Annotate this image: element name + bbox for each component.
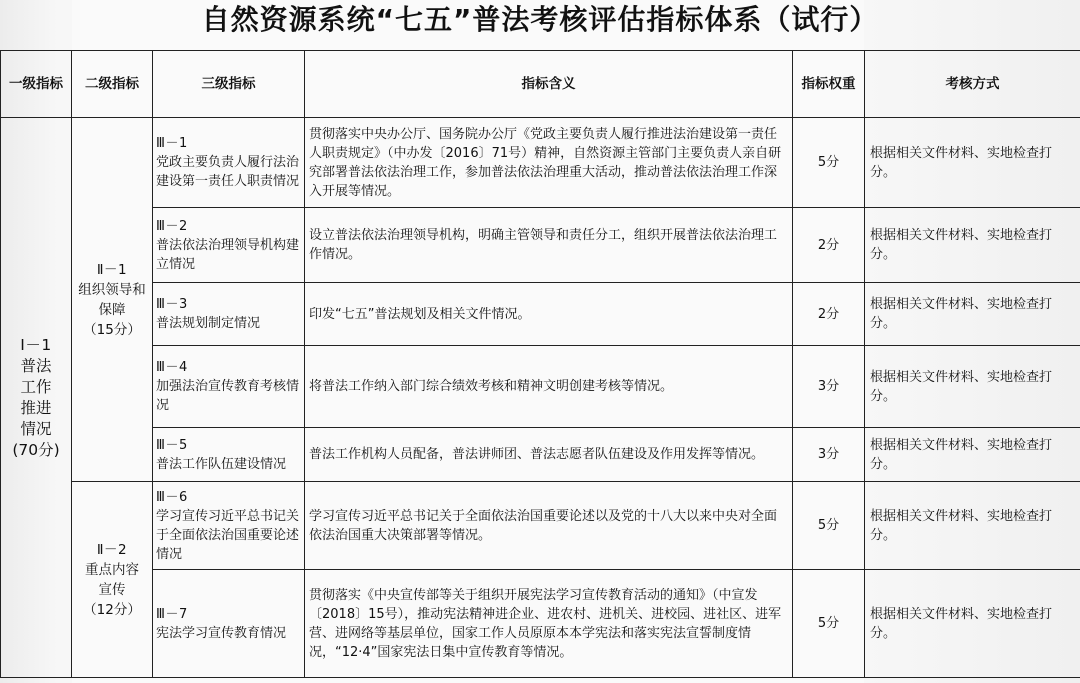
level3-cell xyxy=(153,283,305,346)
weight-cell: 2分 xyxy=(793,283,865,346)
level1-name-line1: 普法 xyxy=(20,356,52,375)
level2-score: （12分） xyxy=(83,601,141,618)
level3-code: Ⅲ－5 xyxy=(156,437,188,453)
level3-cell xyxy=(153,482,305,570)
level3-name: 普法规划制定情况 xyxy=(156,316,261,331)
level3-name: 宪法学习宣传教育情况 xyxy=(156,625,287,641)
weight-cell: 3分 xyxy=(793,428,865,482)
level2-cell-1 xyxy=(72,118,153,482)
level2-name-line2: 宣传 xyxy=(98,581,126,598)
meaning-cell: 学习宣传习近平总书记关于全面依法治国重要论述以及党的十八大以来中央对全面依法治国重大决策部署等情况。 xyxy=(305,482,793,570)
header-level1: 一级指标 xyxy=(1,51,72,118)
header-level3: 三级指标 xyxy=(153,51,305,118)
meaning-cell: 将普法工作纳入部门综合绩效考核和精神文明创建考核等情况。 xyxy=(305,346,793,428)
level3-cell xyxy=(153,428,305,482)
weight-cell: 5分 xyxy=(793,118,865,208)
meaning-cell: 印发“七五”普法规划及相关文件情况。 xyxy=(305,283,793,346)
document-title: 自然资源系统“七五”普法考核评估指标体系（试行） xyxy=(201,3,879,36)
level2-code: Ⅱ－1 xyxy=(96,261,128,278)
meaning-cell: 设立普法依法治理领导机构，明确主管领导和责任分工，组织开展普法依法治理工作情况。 xyxy=(305,208,793,283)
level3-code: Ⅲ－2 xyxy=(156,218,188,234)
weight-cell: 3分 xyxy=(793,346,865,428)
level3-code: Ⅲ－6 xyxy=(156,489,188,505)
level3-cell xyxy=(153,570,305,678)
method-cell: 根据相关文件材料、实地检查打分。 xyxy=(865,118,1080,208)
level1-score: (70分) xyxy=(12,440,60,459)
table-row xyxy=(1,346,1080,428)
level3-name: 普法工作队伍建设情况 xyxy=(156,456,287,472)
level3-code: Ⅲ－1 xyxy=(156,136,188,151)
weight-cell: 5分 xyxy=(793,570,865,678)
level2-cell-2 xyxy=(72,482,153,678)
meaning-cell: 贯彻落实中央办公厅、国务院办公厅《党政主要负责人履行推进法治建设第一责任人职责规定》（中办发〔2016〕71号）精神，自然资源主管部门主要负责人亲自研究部署普法依法治理工作，参加普法依法治理重大活动，推动普法依法治理工作深入开展等情况。 xyxy=(305,118,793,208)
header-method: 考核方式 xyxy=(865,51,1080,118)
level3-code: Ⅲ－7 xyxy=(156,606,188,622)
method-cell: 根据相关文件材料、实地检查打分。 xyxy=(865,346,1080,428)
method-cell: 根据相关文件材料、实地检查打分。 xyxy=(865,482,1080,570)
table-header-row xyxy=(1,51,1080,118)
level2-score: （15分） xyxy=(83,321,141,338)
level1-cell xyxy=(1,118,72,678)
table-row xyxy=(1,283,1080,346)
method-cell: 根据相关文件材料、实地检查打分。 xyxy=(865,208,1080,283)
weight-cell: 2分 xyxy=(793,208,865,283)
level2-name-line1: 重点内容 xyxy=(85,561,139,578)
header-meaning: 指标含义 xyxy=(305,51,793,118)
table-row xyxy=(1,118,1080,208)
header-level2: 二级指标 xyxy=(72,51,153,118)
method-cell: 根据相关文件材料、实地检查打分。 xyxy=(865,283,1080,346)
method-cell: 根据相关文件材料、实地检查打分。 xyxy=(865,570,1080,678)
meaning-cell: 贯彻落实《中央宣传部等关于组织开展宪法学习宣传教育活动的通知》（中宣发〔2018〕15号），推动宪法精神进企业、进农村、进机关、进校园、进社区、进军营、进网络等基层单位，国家工作人员原原本本学宪法和落实宪法宣誓制度情况，“12·4”国家宪法日集中宣传教育等情况。 xyxy=(305,570,793,678)
level3-code: Ⅲ－4 xyxy=(156,360,188,375)
level3-name: 党政主要负责人履行法治建设第一责任人职责情况 xyxy=(156,155,300,189)
level3-name: 普法依法治理领导机构建立情况 xyxy=(156,237,300,272)
level3-cell xyxy=(153,118,305,208)
weight-cell: 5分 xyxy=(793,482,865,570)
level3-code: Ⅲ－3 xyxy=(156,297,188,312)
level3-name: 加强法治宣传教育考核情况 xyxy=(156,379,300,413)
level2-code: Ⅱ－2 xyxy=(96,541,128,558)
level1-name-line2: 工作 xyxy=(20,377,52,396)
level1-name-line4: 情况 xyxy=(20,419,52,438)
level2-name-line2: 保障 xyxy=(98,301,126,318)
method-cell: 根据相关文件材料、实地检查打分。 xyxy=(865,428,1080,482)
indicator-table xyxy=(0,50,1080,678)
level2-name-line1: 组织领导和 xyxy=(78,281,146,298)
header-weight: 指标权重 xyxy=(793,51,865,118)
meaning-cell: 普法工作机构人员配备，普法讲师团、普法志愿者队伍建设及作用发挥等情况。 xyxy=(305,428,793,482)
level3-cell xyxy=(153,208,305,283)
table-row xyxy=(1,208,1080,283)
level1-code: Ⅰ－1 xyxy=(20,335,52,354)
level3-name: 学习宣传习近平总书记关于全面依法治国重要论述情况 xyxy=(156,508,300,562)
table-row xyxy=(1,482,1080,570)
level1-name-line3: 推进 xyxy=(20,398,52,417)
level3-cell xyxy=(153,346,305,428)
table-row xyxy=(1,570,1080,678)
table-row xyxy=(1,428,1080,482)
